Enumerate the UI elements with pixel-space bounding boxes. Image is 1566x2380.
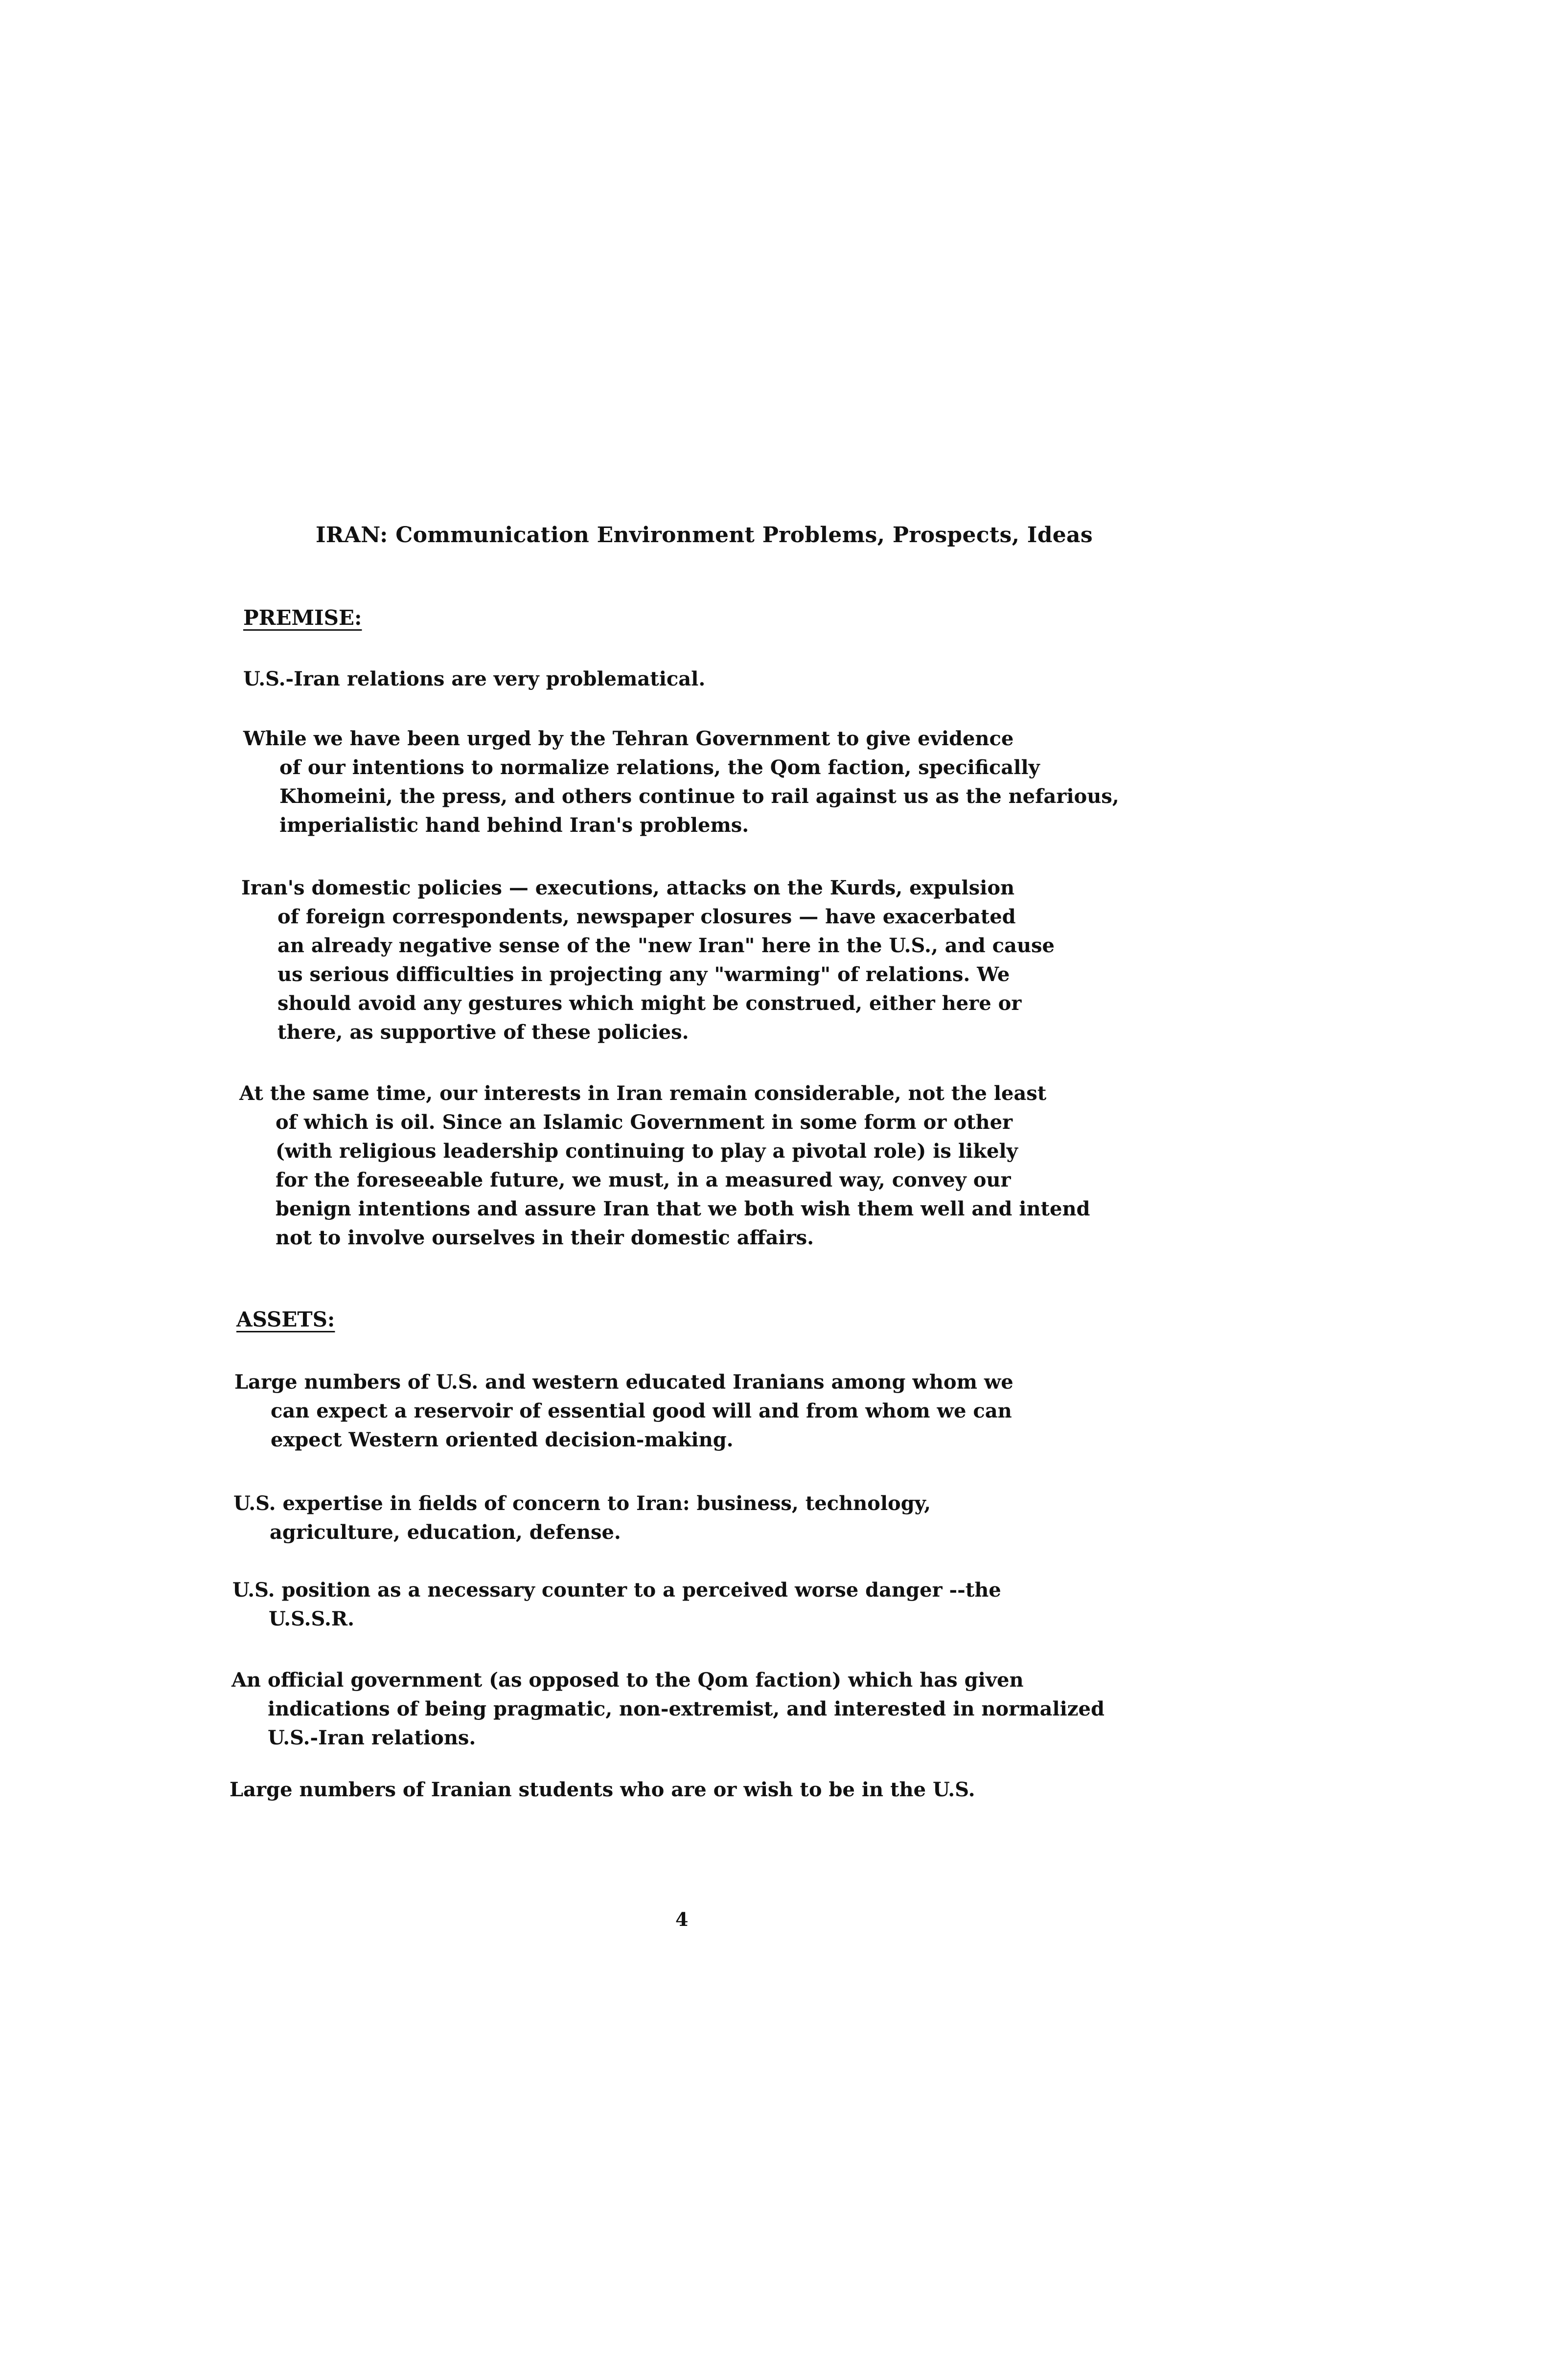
assets-heading: ASSETS: bbox=[236, 1307, 335, 1331]
paragraph-line: should avoid any gestures which might be construed, either here or bbox=[277, 992, 1022, 1015]
assets-paragraph-1 bbox=[234, 1368, 1013, 1454]
paragraph-line: Large numbers of Iranian students who are or wish to be in the U.S. bbox=[230, 1778, 975, 1801]
paragraph-line: Large numbers of U.S. and western educated Iranians among whom we bbox=[234, 1371, 1013, 1394]
paragraph-line: indications of being pragmatic, non-extremist, and interested in normalized bbox=[268, 1697, 1105, 1720]
paragraph-line: an already negative sense of the "new Iran" here in the U.S., and cause bbox=[277, 934, 1055, 957]
paragraph-line: U.S. position as a necessary counter to a perceived worse danger --the bbox=[232, 1579, 1001, 1602]
assets-paragraph-4 bbox=[231, 1666, 1105, 1752]
premise-heading: PREMISE: bbox=[243, 606, 362, 630]
paragraph-line: Khomeini, the press, and others continue to rail against us as the nefarious, bbox=[279, 785, 1119, 808]
premise-paragraph-3 bbox=[241, 873, 1055, 1047]
premise-paragraph-4 bbox=[239, 1079, 1090, 1252]
paragraph-line: for the foreseeable future, we must, in a measured way, convey our bbox=[276, 1168, 1011, 1191]
paragraph-line: of our intentions to normalize relations, the Qom faction, specifically bbox=[279, 756, 1040, 779]
paragraph-line: An official government (as opposed to the Qom faction) which has given bbox=[231, 1669, 1024, 1692]
paragraph-line: At the same time, our interests in Iran remain considerable, not the least bbox=[239, 1082, 1047, 1105]
paragraph-line: can expect a reservoir of essential good will and from whom we can bbox=[271, 1399, 1012, 1422]
premise-paragraph-1 bbox=[243, 664, 705, 693]
paragraph-line: of foreign correspondents, newspaper closures — have exacerbated bbox=[277, 905, 1016, 928]
paragraph-line: imperialistic hand behind Iran's problems. bbox=[279, 814, 749, 837]
paragraph-line: there, as supportive of these policies. bbox=[277, 1021, 689, 1044]
paragraph-line: U.S.-Iran relations. bbox=[268, 1726, 476, 1749]
assets-paragraph-3 bbox=[232, 1576, 1001, 1633]
paragraph-line: agriculture, education, defense. bbox=[270, 1521, 621, 1544]
page-number: 4 bbox=[675, 1908, 689, 1930]
paragraph-line: U.S.S.R. bbox=[269, 1607, 355, 1630]
paragraph-line: While we have been urged by the Tehran Government to give evidence bbox=[243, 727, 1014, 750]
paragraph-line: benign intentions and assure Iran that we both wish them well and intend bbox=[276, 1197, 1090, 1220]
premise-paragraph-2 bbox=[243, 724, 1119, 840]
assets-paragraph-5 bbox=[230, 1775, 975, 1804]
assets-paragraph-2 bbox=[233, 1489, 931, 1547]
paragraph-line: not to involve ourselves in their domestic affairs. bbox=[276, 1226, 814, 1249]
paragraph-line: U.S.-Iran relations are very problematical. bbox=[243, 667, 706, 690]
document-title: IRAN: Communication Environment Problems, Prospects, Ideas bbox=[316, 523, 1093, 548]
paragraph-line: of which is oil. Since an Islamic Government in some form or other bbox=[276, 1111, 1013, 1134]
paragraph-line: Iran's domestic policies — executions, attacks on the Kurds, expulsion bbox=[241, 876, 1015, 899]
paragraph-line: expect Western oriented decision-making. bbox=[271, 1428, 734, 1451]
paragraph-line: us serious difficulties in projecting any "warming" of relations. We bbox=[277, 963, 1010, 986]
paragraph-line: (with religious leadership continuing to play a pivotal role) is likely bbox=[276, 1140, 1018, 1163]
paragraph-line: U.S. expertise in fields of concern to Iran: business, technology, bbox=[233, 1492, 931, 1515]
